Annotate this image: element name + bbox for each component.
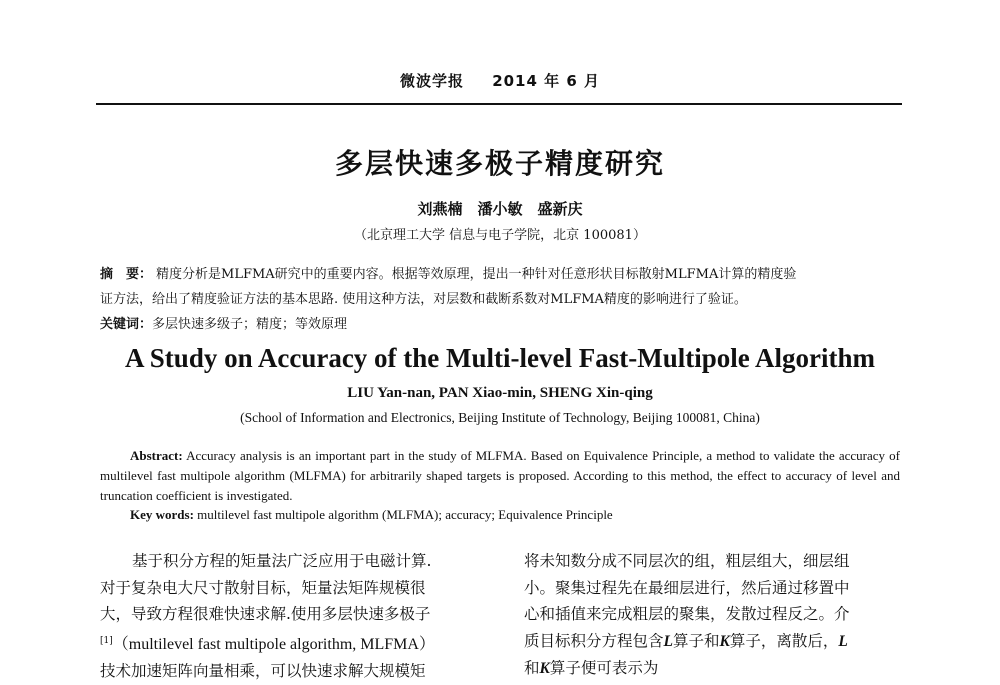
chinese-abstract-line-2: 证方法，给出了精度验证方法的基本思路. 使用这种方法，对层数和截断系数对MLFMA精度的影响进行了验证。 xyxy=(100,292,747,307)
english-affiliation: (School of Information and Electronics, Beijing Institute of Technology, Beijing 100081, China) xyxy=(240,410,760,425)
chinese-keywords-text: 多层快速多级子；精度；等效原理 xyxy=(152,317,348,332)
citation-ref: [1] xyxy=(100,635,113,646)
english-keywords-label: Key words: xyxy=(130,507,194,522)
right-line-4-part-c: 算子，离散后， xyxy=(729,631,839,650)
right-line-4 xyxy=(524,628,902,656)
operator-L: L xyxy=(663,632,673,650)
right-line-2: 小。聚集过程先在最细层进行，然后通过移置中 xyxy=(524,578,850,597)
body-column-left xyxy=(100,548,475,685)
chinese-abstract-line-1: 精度分析是MLFMA研究中的重要内容。根据等效原理，提出一种针对任意形状目标散射MLFMA计算的精度验 xyxy=(156,267,797,282)
journal-name: 微波学报 xyxy=(399,72,464,90)
chinese-affiliation: （北京理工大学 信息与电子学院，北京 100081） xyxy=(354,228,646,243)
running-header xyxy=(0,70,1000,91)
operator-K: K xyxy=(719,632,730,650)
chinese-abstract xyxy=(100,262,900,312)
right-line-4-part-a: 质目标积分方程包含 xyxy=(524,631,664,650)
chinese-title: 多层快速多极子精度研究 xyxy=(334,147,665,180)
left-line-4 xyxy=(100,628,475,659)
right-line-3: 心和插值来完成粗层的聚集，发散过程反之。介 xyxy=(524,605,850,623)
english-authors: LIU Yan-nan, PAN Xiao-min, SHENG Xin-qing xyxy=(347,385,653,401)
issue-date: 2014 年 6 月 xyxy=(492,72,601,90)
english-abstract-text: Accuracy analysis is an important part in the study of MLFMA. Based on Equivalence Principle, a method to validate the accuracy of multilevel fast multipole algorithm (MLFMA) for arbitrarily shaped targets is proposed. According to this method, the effect to accuracy of level and truncation coefficient is investigated. xyxy=(100,448,900,503)
chinese-authors: 刘燕楠 潘小敏 盛新庆 xyxy=(417,200,583,218)
body-column-right xyxy=(524,548,902,683)
chinese-keywords-label: 关键词： xyxy=(100,317,153,332)
header-rule xyxy=(96,103,902,105)
english-abstract-label: Abstract: xyxy=(130,448,183,463)
right-line-5 xyxy=(524,655,902,683)
left-line-2: 对于复杂电大尺寸散射目标，矩量法矩阵规模很 xyxy=(100,578,426,597)
left-line-3: 大，导致方程很难快速求解.使用多层快速多极子 xyxy=(100,605,431,623)
right-line-1: 将未知数分成不同层次的组，粗层组大，细层组 xyxy=(524,552,850,570)
english-keywords xyxy=(130,505,900,525)
english-title: A Study on Accuracy of the Multi-level Fast-Multipole Algorithm xyxy=(125,343,875,373)
chinese-keywords xyxy=(100,312,900,337)
left-line-5: 技术加速矩阵向量相乘，可以快速求解大规模矩 xyxy=(100,662,426,681)
right-line-4-part-b: 算子和 xyxy=(672,631,720,650)
chinese-abstract-label: 摘 要： xyxy=(100,267,153,282)
mlfma-expansion: （multilevel fast multipole algorithm, MLFMA） xyxy=(112,635,435,653)
right-line-5-part-b: 算子便可表示为 xyxy=(549,659,659,677)
operator-L-2: L xyxy=(838,632,848,650)
english-keywords-text: multilevel fast multipole algorithm (MLFMA); accuracy; Equivalence Principle xyxy=(197,507,613,522)
right-line-5-part-a: 和 xyxy=(524,659,540,677)
left-line-1: 基于积分方程的矩量法广泛应用于电磁计算. xyxy=(132,552,432,570)
english-abstract xyxy=(100,446,900,506)
operator-K-2: K xyxy=(539,660,550,677)
